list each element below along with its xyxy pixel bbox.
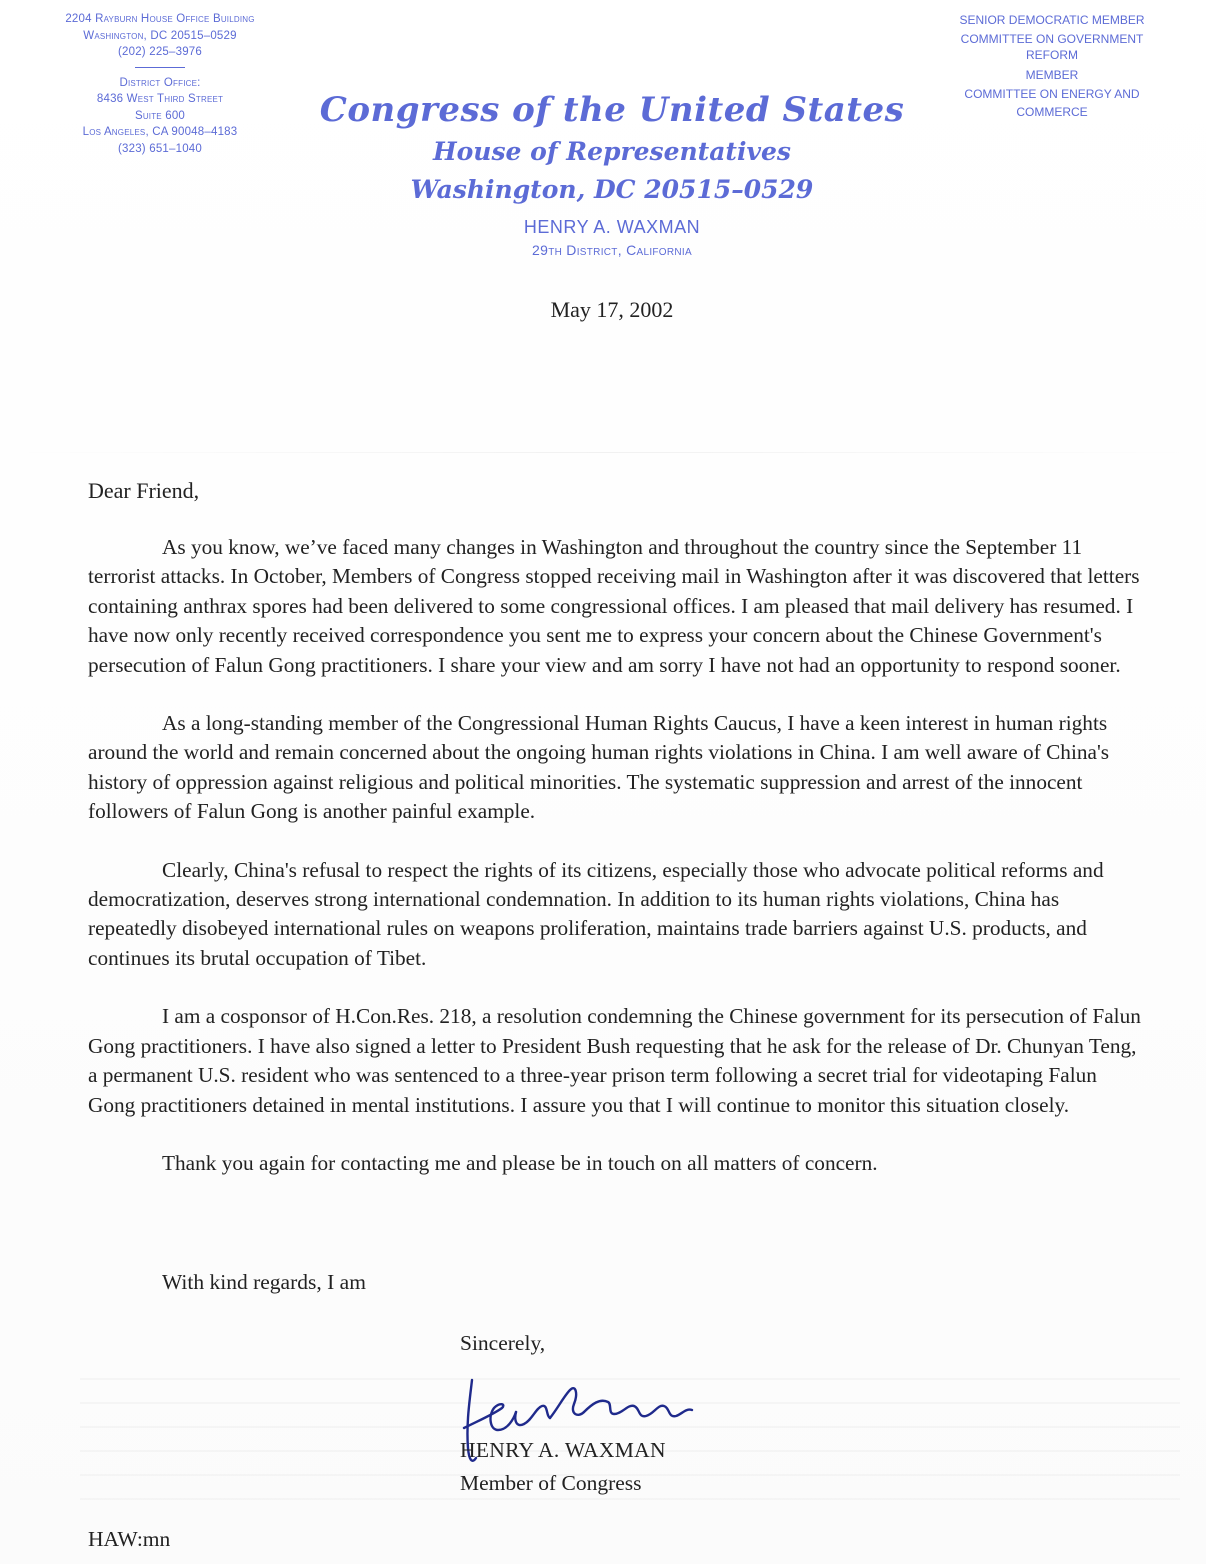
committee-block	[922, 11, 1182, 122]
congress-title: Congress of the United States	[319, 90, 905, 130]
committee-name-2a: COMMITTEE ON ENERGY AND	[964, 86, 1140, 101]
signatory-title: Member of Congress	[460, 1471, 642, 1495]
fold-line	[0, 452, 1206, 453]
letterhead-title	[300, 86, 924, 260]
district-office-suite: Suite 600	[134, 109, 186, 122]
body-paragraph: I am a cosponsor of H.Con.Res. 218, a resolution condemning the Chinese government for its persecution of Falun Gong practitioners. I have also signed a letter to President Bush requesting that he ask for the release of Dr. Chunyan Teng, a permanent U.S. resident who was sentenced to a three-year prison term following a secret trial for videotaping Falun Gong practitioners detained in mental institutions. I assure you that I will continue to monitor this situation closely.	[88, 1004, 1141, 1117]
committee-role-1: SENIOR DEMOCRATIC MEMBER	[959, 13, 1145, 27]
committee-name-1b: REFORM	[1026, 48, 1078, 62]
district-office-street: 8436 West Third Street	[96, 93, 224, 105]
washington-address: Washington, DC 20515–0529	[410, 175, 814, 204]
district-office-phone: (323) 651–1040	[117, 142, 202, 155]
closing-regards: With kind regards, I am	[162, 1270, 366, 1294]
district-office-label: District Office:	[119, 76, 201, 89]
representative-name: HENRY A. WAXMAN	[523, 217, 701, 237]
address-divider	[135, 67, 185, 68]
complimentary-close: Sincerely,	[460, 1331, 546, 1355]
committee-name-1a: COMMITTEE ON GOVERNMENT	[960, 31, 1144, 46]
representative-district: 29th District, California	[532, 242, 692, 258]
body-paragraph: As a long-standing member of the Congressional Human Rights Caucus, I have a keen interest in human rights around the world and remain concerned about the ongoing human rights violations in China. I am well aware of China's history of oppression against religious and political minorities. The systematic suppression and arrest of the innocent followers of Falun Gong is another painful example.	[88, 711, 1110, 824]
body-paragraph: Clearly, China's refusal to respect the rights of its citizens, especially those who advocate political reforms and democratization, deserves strong international condemnation. In addition to its human rights violations, China has repeatedly disobeyed international rules on weapons proliferation, maintains trade barriers against U.S. products, and continues its brutal occupation of Tibet.	[88, 857, 1104, 970]
body-paragraph: As you know, we’ve faced many changes in Washington and throughout the country since the September 11 terrorist attacks. In October, Members of Congress stopped receiving mail in Washington after it was discovered that letters containing anthrax spores had been delivered to some congressional offices. I am pleased that mail delivery has resumed. I have now only recently received correspondence you sent me to express your concern about the Chinese Government's persecution of Falun Gong practitioners. I share your view and am sorry I have not had an opportunity to respond sooner.	[88, 535, 1140, 677]
district-office-city: Los Angeles, CA 90048–4183	[82, 126, 238, 138]
committee-role-2: MEMBER	[1025, 68, 1079, 82]
letter-date: May 17, 2002	[550, 297, 674, 322]
signatory-name: HENRY A. WAXMAN	[460, 1438, 666, 1462]
dc-office-phone: (202) 225–3976	[117, 46, 202, 58]
body-paragraph: Thank you again for contacting me and please be in touch on all matters of concern.	[162, 1150, 878, 1175]
letter-body	[88, 533, 1148, 1207]
salutation: Dear Friend,	[88, 478, 200, 503]
office-address-block	[20, 11, 300, 157]
dc-office-line: 2204 Rayburn House Office Building	[65, 13, 255, 25]
typist-initials: HAW:mn	[88, 1527, 171, 1551]
committee-name-2b: COMMERCE	[1016, 105, 1088, 119]
house-title: House of Representatives	[433, 137, 791, 166]
dc-office-city: Washington, DC 20515–0529	[83, 29, 237, 42]
